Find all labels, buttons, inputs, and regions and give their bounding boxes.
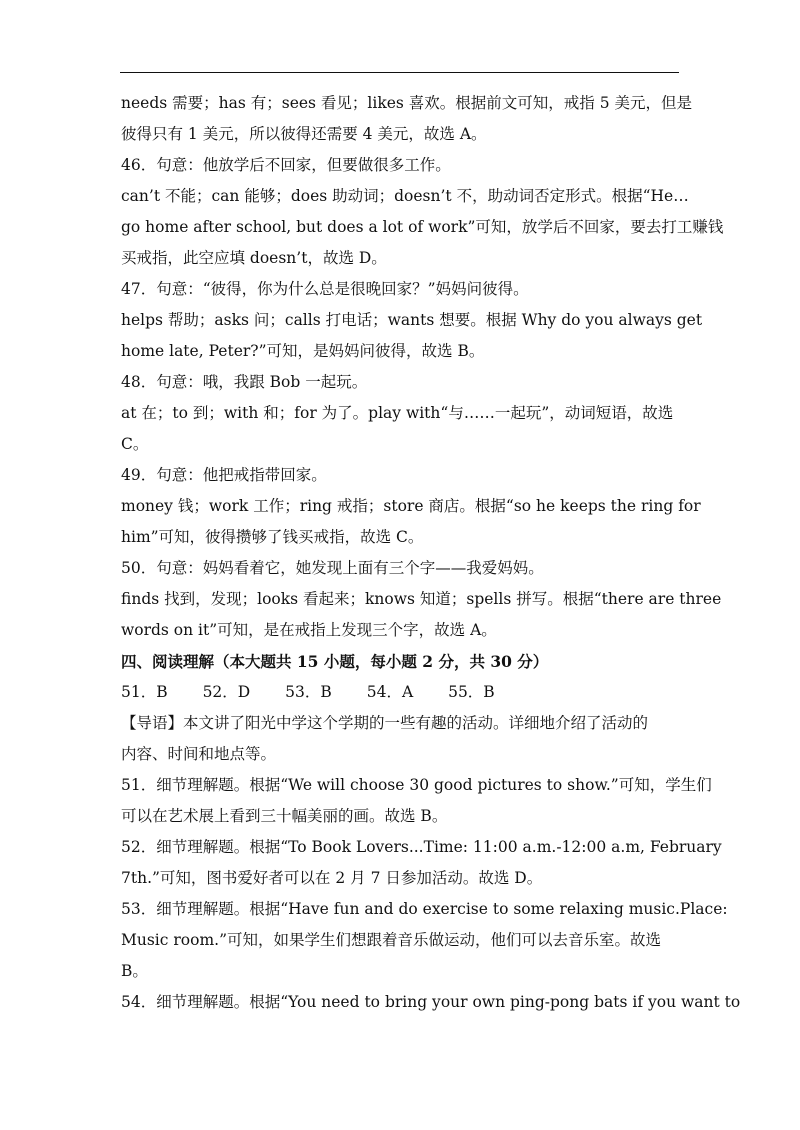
answer-54: 54．A bbox=[366, 683, 414, 701]
text-line: 7th.”可知，图书爱好者可以在 2 月 7 日参加活动。故选 D。 bbox=[121, 869, 543, 887]
text-line: 52．细节理解题。根据“To Book Lovers...Time: 11:00 a.m.-12:00 a.m, February bbox=[121, 838, 722, 856]
text-line: finds 找到，发现；looks 看起来；knows 知道；spells 拼写。根据“there are three bbox=[121, 590, 722, 608]
text-line: 彼得只有 1 美元，所以彼得还需要 4 美元，故选 A。 bbox=[121, 125, 487, 143]
text-line: at 在；to 到；with 和；for 为了。play with“与……一起玩”，动词短语，故选 bbox=[121, 404, 674, 422]
text-line: 50．句意：妈妈看着它，她发现上面有三个字——我爱妈妈。 bbox=[121, 559, 544, 577]
text-line: 内容、时间和地点等。 bbox=[121, 745, 277, 763]
text-line: him”可知，彼得攒够了钱买戒指，故选 C。 bbox=[121, 528, 424, 546]
text-line: needs 需要；has 有；sees 看见；likes 喜欢。根据前文可知，戒指 5 美元，但是 bbox=[121, 94, 692, 112]
text-line: B。 bbox=[121, 962, 148, 980]
answer-53: 53．B bbox=[285, 683, 332, 701]
text-line: 51．细节理解题。根据“We will choose 30 good pictures to show.”可知，学生们 bbox=[121, 776, 712, 794]
text-line: 【导语】本文讲了阳光中学这个学期的一些有趣的活动。详细地介绍了活动的 bbox=[121, 714, 649, 732]
answer-55: 55．B bbox=[448, 683, 495, 701]
answer-key bbox=[121, 677, 681, 708]
text-line: home late, Peter?”可知，是妈妈问彼得，故选 B。 bbox=[121, 342, 485, 360]
text-line: helps 帮助；asks 问；calls 打电话；wants 想要。根据 Why do you always get bbox=[121, 311, 703, 329]
text-line: 48．句意：哦，我跟 Bob 一起玩。 bbox=[121, 373, 368, 391]
answer-51: 51．B bbox=[121, 683, 168, 701]
text-line: C。 bbox=[121, 435, 149, 453]
text-line: 53．细节理解题。根据“Have fun and do exercise to some relaxing music.Place: bbox=[121, 900, 728, 918]
text-line: can’t 不能；can 能够；does 助动词；doesn’t 不，助动词否定形式。根据“He… bbox=[121, 187, 689, 205]
header-rule bbox=[120, 72, 679, 73]
text-line: 可以在艺术展上看到三十幅美丽的画。故选 B。 bbox=[121, 807, 448, 825]
text-line: Music room.”可知，如果学生们想跟着音乐做运动，他们可以去音乐室。故选 bbox=[121, 931, 661, 949]
text-line: money 钱；work 工作；ring 戒指；store 商店。根据“so he keeps the ring for bbox=[121, 497, 701, 515]
answer-52: 52．D bbox=[202, 683, 251, 701]
text-line: words on it”可知，是在戒指上发现三个字，故选 A。 bbox=[121, 621, 497, 639]
text-line: 49．句意：他把戒指带回家。 bbox=[121, 466, 327, 484]
text-line: 46．句意：他放学后不回家，但要做很多工作。 bbox=[121, 156, 451, 174]
text-line: 47．句意：“彼得，你为什么总是很晚回家？”妈妈问彼得。 bbox=[121, 280, 529, 298]
section-heading: 四、阅读理解（本大题共 15 小题，每小题 2 分，共 30 分） bbox=[121, 652, 549, 671]
text-line: 买戒指，此空应填 doesn’t，故选 D。 bbox=[121, 249, 387, 267]
document-body bbox=[121, 88, 741, 1018]
text-line: 54．细节理解题。根据“You need to bring your own ping-pong bats if you want to bbox=[121, 993, 741, 1011]
text-line: go home after school, but does a lot of work”可知，放学后不回家，要去打工赚钱 bbox=[121, 218, 724, 236]
